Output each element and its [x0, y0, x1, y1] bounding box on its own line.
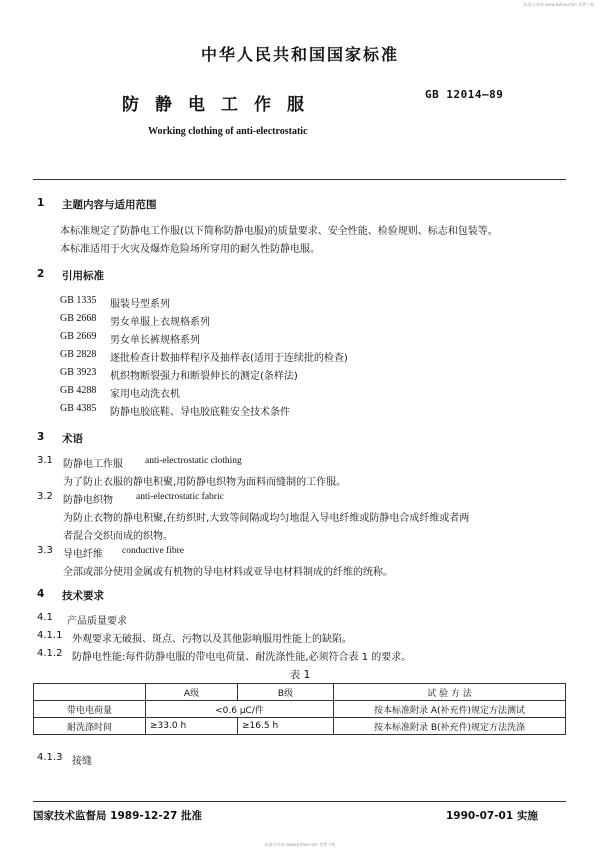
term-cn: 防静电织物: [63, 495, 113, 506]
term-definition-cont: 者混合交织而成的织物。: [63, 531, 173, 542]
term-en: anti-electrostatic fabric: [136, 492, 224, 502]
ref-code: GB 3923: [60, 367, 97, 378]
term-cn: 防静电工作服: [63, 459, 123, 470]
ref-name: 服装号型系列: [110, 299, 170, 310]
table-cell-item: 耐洗涤时间: [34, 718, 146, 735]
national-standard-heading: 中华人民共和国国家标准: [200, 45, 399, 64]
section-1-number: 1: [37, 197, 45, 209]
ref-code: GB 1335: [60, 295, 97, 306]
ref-code: GB 4288: [60, 385, 97, 396]
approval-line: 国家技术监督局 1989-12-27 批准: [33, 810, 202, 822]
table-cell-value: <0.6 μC/件: [146, 701, 334, 718]
table-cell-method: 按本标准附录 B(补充件)规定方法洗涤: [334, 718, 566, 735]
section-2-title: 引用标准: [62, 270, 104, 282]
header-divider: [33, 179, 566, 180]
clause-number: 4.1.1: [37, 630, 63, 641]
table-header: 试 验 方 法: [334, 684, 566, 701]
section-1-para-2: 本标准适用于火灾及爆炸危险场所穿用的耐久性防静电服。: [60, 244, 320, 255]
section-1-para-1: 本标准规定了防静电工作服(以下简称防静电服)的质量要求、安全性能、检验规则、标志和包装等。: [60, 226, 498, 237]
watermark-bottom: 标准分享网 www.bzfxw.com 免费下载: [264, 842, 336, 847]
standard-code: GB 12014—89: [425, 88, 504, 101]
table-header: B级: [238, 684, 334, 701]
term-en: anti-electrostatic clothing: [145, 456, 242, 466]
table-1: [33, 683, 566, 735]
clause-number: 4.1: [37, 612, 53, 623]
effective-date: 1990-07-01 实施: [446, 810, 538, 822]
term-number: 3.3: [37, 545, 53, 556]
term-number: 3.1: [37, 455, 53, 466]
clause-number: 4.1.2: [37, 648, 63, 659]
term-definition: 全部或部分使用金属或有机物的导电材料或亚导电材料制成的纤维的统称。: [63, 567, 393, 578]
table-cell-value: ≥33.0 h: [146, 718, 238, 735]
table-header-row: [34, 684, 566, 701]
watermark-top: 标准分享网 www.bzfxw.com 免费下载: [523, 2, 594, 7]
english-title: Working clothing of anti-electrostatic: [148, 126, 308, 137]
term-number: 3.2: [37, 491, 53, 502]
section-1-title: 主题内容与适用范围: [62, 199, 157, 211]
ref-name: 逐批检查计数抽样程序及抽样表(适用于连续批的检查): [110, 353, 348, 364]
ref-code: GB 2828: [60, 349, 97, 360]
ref-code: GB 2668: [60, 313, 97, 324]
ref-name: 防静电胶底鞋、导电胶底鞋安全技术条件: [110, 407, 290, 418]
section-4-number: 4: [37, 588, 45, 600]
table-cell-method: 按本标准附录 A(补充件)规定方法测试: [334, 701, 566, 718]
table-1-title: 表 1: [289, 669, 311, 681]
table-header: A级: [146, 684, 238, 701]
clause-text: 外观要求无破损、斑点、污物以及其他影响服用性能上的缺陷。: [72, 634, 352, 645]
clause-text: 产品质量要求: [67, 616, 127, 627]
clause-text: 接缝: [72, 756, 92, 767]
table-row: [34, 718, 566, 735]
section-3-title: 术语: [62, 433, 83, 445]
ref-name: 家用电动洗衣机: [110, 389, 180, 400]
ref-code: GB 2669: [60, 331, 97, 342]
table-header: [34, 684, 146, 701]
section-2-number: 2: [37, 268, 45, 280]
term-definition: 为防止衣物的静电积聚,在纺织时,大致等间隔或均匀地混入导电纤维或防静电合成纤维或者两: [63, 513, 470, 524]
ref-name: 男女单服上衣规格系列: [110, 317, 210, 328]
page-title: 防静电工作服: [122, 95, 320, 115]
ref-name: 男女单长裤规格系列: [110, 335, 200, 346]
term-definition: 为了防止衣服的静电积聚,用防静电织物为面料而缝制的工作服。: [63, 477, 347, 488]
clause-number: 4.1.3: [37, 752, 63, 763]
section-3-number: 3: [37, 431, 45, 443]
ref-name: 机织物断裂强力和断裂伸长的测定(条样法): [110, 371, 298, 382]
table-cell-item: 带电电荷量: [34, 701, 146, 718]
footer-divider: [33, 801, 566, 802]
term-en: conductive fibre: [122, 546, 184, 556]
table-row: [34, 701, 566, 718]
term-cn: 导电纤维: [63, 549, 103, 560]
clause-text: 防静电性能:每件防静电服的带电电荷量、耐洗涤性能,必须符合表 1 的要求。: [72, 652, 412, 663]
section-4-title: 技术要求: [62, 590, 104, 602]
table-cell-value: ≥16.5 h: [238, 718, 334, 735]
ref-code: GB 4385: [60, 403, 97, 414]
